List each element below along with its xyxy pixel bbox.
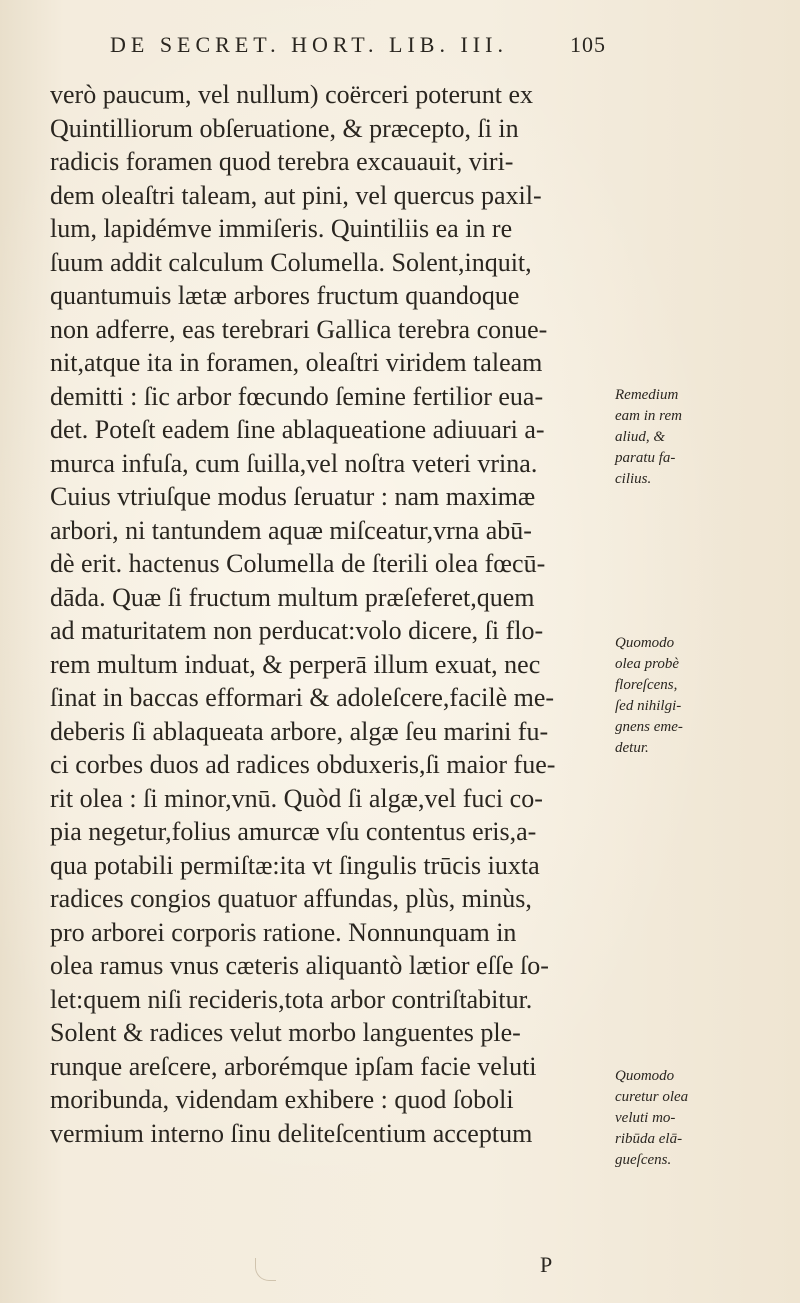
text-line: ſuum addit calculum Columella. Solent,inquit, bbox=[50, 247, 532, 277]
marginal-note-line: Quomodo bbox=[615, 635, 675, 651]
marginal-note-line: veluti mo- bbox=[615, 1110, 676, 1126]
marginal-note-line: Quomodo bbox=[615, 1068, 675, 1084]
marginal-note-flowering-olive bbox=[615, 633, 695, 759]
running-head bbox=[110, 32, 606, 66]
text-line: pro arborei corporis ratione. Nonnunquam in bbox=[50, 917, 517, 947]
marginal-note-line: Remedium bbox=[615, 387, 679, 403]
text-line: rit olea : ſi minor,vnū. Quòd ſi algæ,vel fuci co- bbox=[50, 783, 543, 813]
text-line: deberis ſi ablaqueata arbore, algæ ſeu marini fu- bbox=[50, 716, 549, 746]
text-line: olea ramus vnus cæteris aliquantò lætior eſſe ſo- bbox=[50, 951, 549, 980]
marginal-note-line: gueſcens. bbox=[615, 1152, 672, 1168]
text-line: moribunda, videndam exhibere : quod ſoboli bbox=[50, 1085, 514, 1114]
running-title: DE SECRET. HORT. LIB. III. bbox=[110, 32, 508, 57]
text-line: nit,atque ita in foramen, oleaſtri viridem taleam bbox=[50, 348, 543, 377]
text-line: radicis foramen quod terebra excauauit, viri- bbox=[50, 147, 514, 176]
text-line: let:quem niſi recideris,tota arbor contriſtabitur. bbox=[50, 984, 533, 1014]
page-number: 105 bbox=[570, 32, 606, 57]
text-line: arbori, ni tantundem aquæ miſceatur,vrna abū- bbox=[50, 515, 532, 545]
marginal-note-languishing-olive bbox=[615, 1066, 695, 1171]
text-line: radices congios quatuor affundas, plùs, minùs, bbox=[50, 884, 532, 913]
text-line: runque areſcere, arborémque ipſam facie veluti bbox=[50, 1051, 537, 1081]
text-line: vermium interno ſinu deliteſcentium acceptum bbox=[50, 1118, 533, 1148]
main-text-block bbox=[50, 78, 610, 1150]
catchword: P bbox=[540, 1252, 553, 1277]
text-line: demitti : ſic arbor fœcundo ſemine fertilior eua- bbox=[50, 381, 544, 411]
text-line: ſinat in baccas efformari & adoleſcere,facilè me- bbox=[50, 683, 555, 712]
text-line: dè erit. hactenus Columella de ſterili olea fœcū- bbox=[50, 549, 546, 578]
marginal-note-line: curetur olea bbox=[615, 1089, 689, 1105]
text-line: lum, lapidémve immiſeris. Quintiliis ea in re bbox=[50, 214, 513, 243]
marginal-note-line: paratu fa- bbox=[615, 450, 676, 466]
text-line: quantumuis lætæ arbores fructum quandoque bbox=[50, 281, 520, 310]
text-line: murca infuſa, cum ſuilla,vel noſtra veteri vrina. bbox=[50, 448, 538, 478]
marginal-note-remedy bbox=[615, 385, 695, 490]
text-line: Cuius vtriuſque modus ſeruatur : nam maximæ bbox=[50, 482, 536, 511]
text-line: ad maturitatem non perducat:volo dicere, ſi flo- bbox=[50, 616, 544, 645]
marginal-note-line: gnens eme- bbox=[615, 719, 683, 735]
paper-stain-mark bbox=[255, 1258, 276, 1281]
text-line: pia negetur,folius amurcæ vſu contentus eris,a- bbox=[50, 817, 537, 846]
marginal-note-line: cilius. bbox=[615, 471, 652, 487]
marginal-note-line: floreſcens, bbox=[615, 677, 678, 693]
marginal-note-line: eam in rem bbox=[615, 408, 682, 424]
marginal-note-line: ribūda elā- bbox=[615, 1131, 683, 1147]
text-line: dāda. Quæ ſi fructum multum præſeferet,quem bbox=[50, 582, 535, 612]
text-line: non adferre, eas terebrari Gallica terebra conue- bbox=[50, 314, 548, 344]
text-line: rem multum induat, & perperā illum exuat, nec bbox=[50, 649, 541, 679]
text-line: Quintilliorum obſeruatione, & præcepto, ſi in bbox=[50, 113, 519, 143]
text-line: ci corbes duos ad radices obduxeris,ſi maior fue- bbox=[50, 750, 556, 779]
marginal-note-line: olea probè bbox=[615, 656, 680, 672]
text-line: qua potabili permiſtæ:ita vt ſingulis trūcis iuxta bbox=[50, 850, 540, 880]
marginal-note-line: ſed nihilgi- bbox=[615, 698, 682, 714]
text-line: dem oleaſtri taleam, aut pini, vel quercus paxil- bbox=[50, 180, 542, 210]
marginal-note-line: detur. bbox=[615, 740, 649, 756]
marginal-note-line: aliud, & bbox=[615, 429, 666, 445]
text-line: verò paucum, vel nullum) coërceri poterunt ex bbox=[50, 80, 533, 109]
text-line: Solent & radices velut morbo languentes ple- bbox=[50, 1018, 521, 1047]
text-line: det. Poteſt eadem ſine ablaqueatione adiuuari a- bbox=[50, 415, 545, 444]
